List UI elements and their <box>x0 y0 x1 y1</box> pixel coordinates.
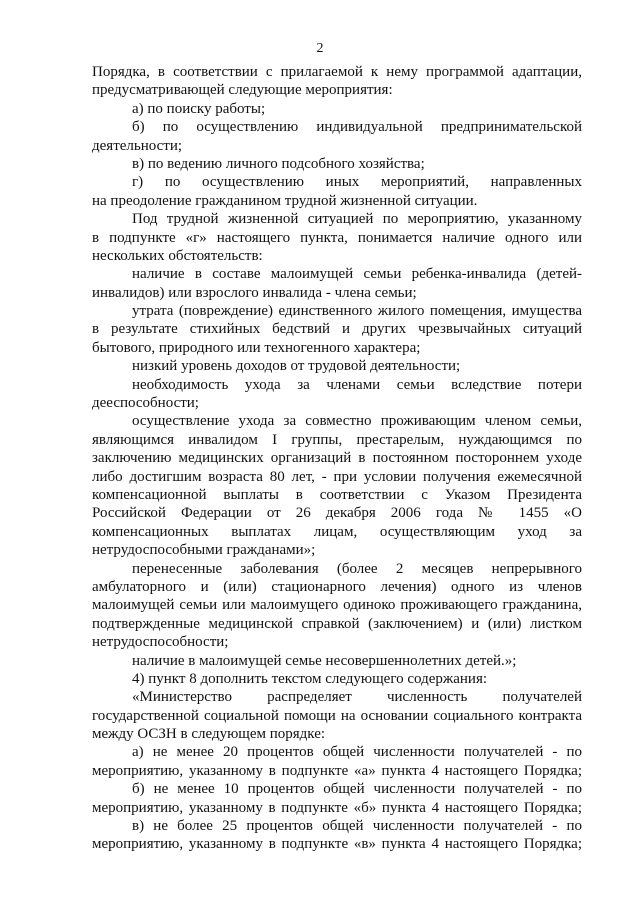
text-line: 4) пункт 8 дополнить текстом следующего содержания: <box>132 670 488 687</box>
text-line: между ОСЗН в следующем порядке: <box>92 726 326 743</box>
text-line: в) по ведению личного подсобного хозяйства; <box>132 155 425 172</box>
text-line: подтвержденные медицинской справкой (заключением) и (или) листком <box>92 615 582 632</box>
text-line: утрата (повреждение) единственного жилого помещения, имущества <box>132 303 582 320</box>
text-line: г) по осуществлению иных мероприятий, направленных <box>132 174 582 191</box>
text-line: компенсационных выплатах лицам, осуществляющим уход за <box>92 523 582 540</box>
text-line: компенсационной выплаты в соответствии с Указом Президента <box>92 486 582 503</box>
text-line: наличие в составе малоимущей семьи ребенка-инвалида (детей- <box>132 266 582 283</box>
text-line: мероприятию, указанному в подпункте «в» пункта 4 настоящего Порядка; <box>92 836 582 853</box>
text-line: в результате стихийных бедствий и других чрезвычайных ситуаций <box>92 321 582 338</box>
text-line: Порядка, в соответствии с прилагаемой к нему программой адаптации, <box>92 64 582 80</box>
text-line: необходимость ухода за членами семьи вследствие потери <box>132 376 582 393</box>
text-line: инвалидов) или взрослого инвалида - члена семьи; <box>92 284 417 301</box>
text-line: осуществление ухода за совместно проживающим членом семьи, <box>132 413 582 430</box>
text-line: государственной социальной помощи на основании социального контракта <box>92 707 582 724</box>
text-line: а) по поиску работы; <box>132 100 266 117</box>
text-line: бытового, природного или техногенного характера; <box>92 339 421 356</box>
text-line: Под трудной жизненной ситуацией по мероприятию, указанному <box>132 211 582 228</box>
text-line: перенесенные заболевания (более 2 месяцев непрерывного <box>132 560 582 577</box>
text-line: мероприятию, указанному в подпункте «б» пункта 4 настоящего Порядка; <box>92 799 582 816</box>
page-number: 2 <box>316 41 324 56</box>
text-line: малоимущей семьи или малоимущего одиноко проживающего гражданина, <box>92 597 582 614</box>
text-line: «Министерство распределяет численность получателей <box>132 689 582 706</box>
text-line: либо достигшим возраста 80 лет, - при условии получения ежемесячной <box>92 468 582 485</box>
text-line: а) не менее 20 процентов общей численности получателей - по <box>132 744 582 761</box>
text-line: в) не более 25 процентов общей численности получателей - по <box>132 818 582 835</box>
text-line: б) по осуществлению индивидуальной предпринимательской <box>132 119 582 136</box>
text-line: деятельности; <box>92 137 183 154</box>
text-line: нетрудоспособности; <box>92 634 229 651</box>
text-line: низкий уровень доходов от трудовой деятельности; <box>132 358 461 375</box>
text-line: нетрудоспособными гражданами»; <box>92 542 316 559</box>
text-line: на преодоление гражданином трудной жизненной ситуации. <box>92 192 478 209</box>
text-line: являющимся инвалидом I группы, престарелым, нуждающимся по <box>92 431 582 448</box>
text-line: амбулаторного и (или) стационарного лечения) одного из членов <box>92 578 582 595</box>
document-body <box>92 63 582 854</box>
text-line: мероприятию, указанному в подпункте «а» пункта 4 настоящего Порядка; <box>92 762 582 779</box>
text-line: дееспособности; <box>92 395 199 412</box>
text-line: в подпункте «г» настоящего пункта, понимается наличие одного или <box>92 229 582 246</box>
text-line: нескольких обстоятельств: <box>92 247 263 264</box>
text-line: наличие в малоимущей семье несовершеннолетних детей.»; <box>132 652 517 669</box>
text-line: Российской Федерации от 26 декабря 2006 года № 1455 «О <box>92 505 582 522</box>
text-line: б) не менее 10 процентов общей численности получателей - по <box>132 781 582 798</box>
text-line: заключению медицинских организаций в постоянном постороннем уходе <box>92 450 582 467</box>
text-line: предусматривающей следующие мероприятия: <box>92 82 393 99</box>
